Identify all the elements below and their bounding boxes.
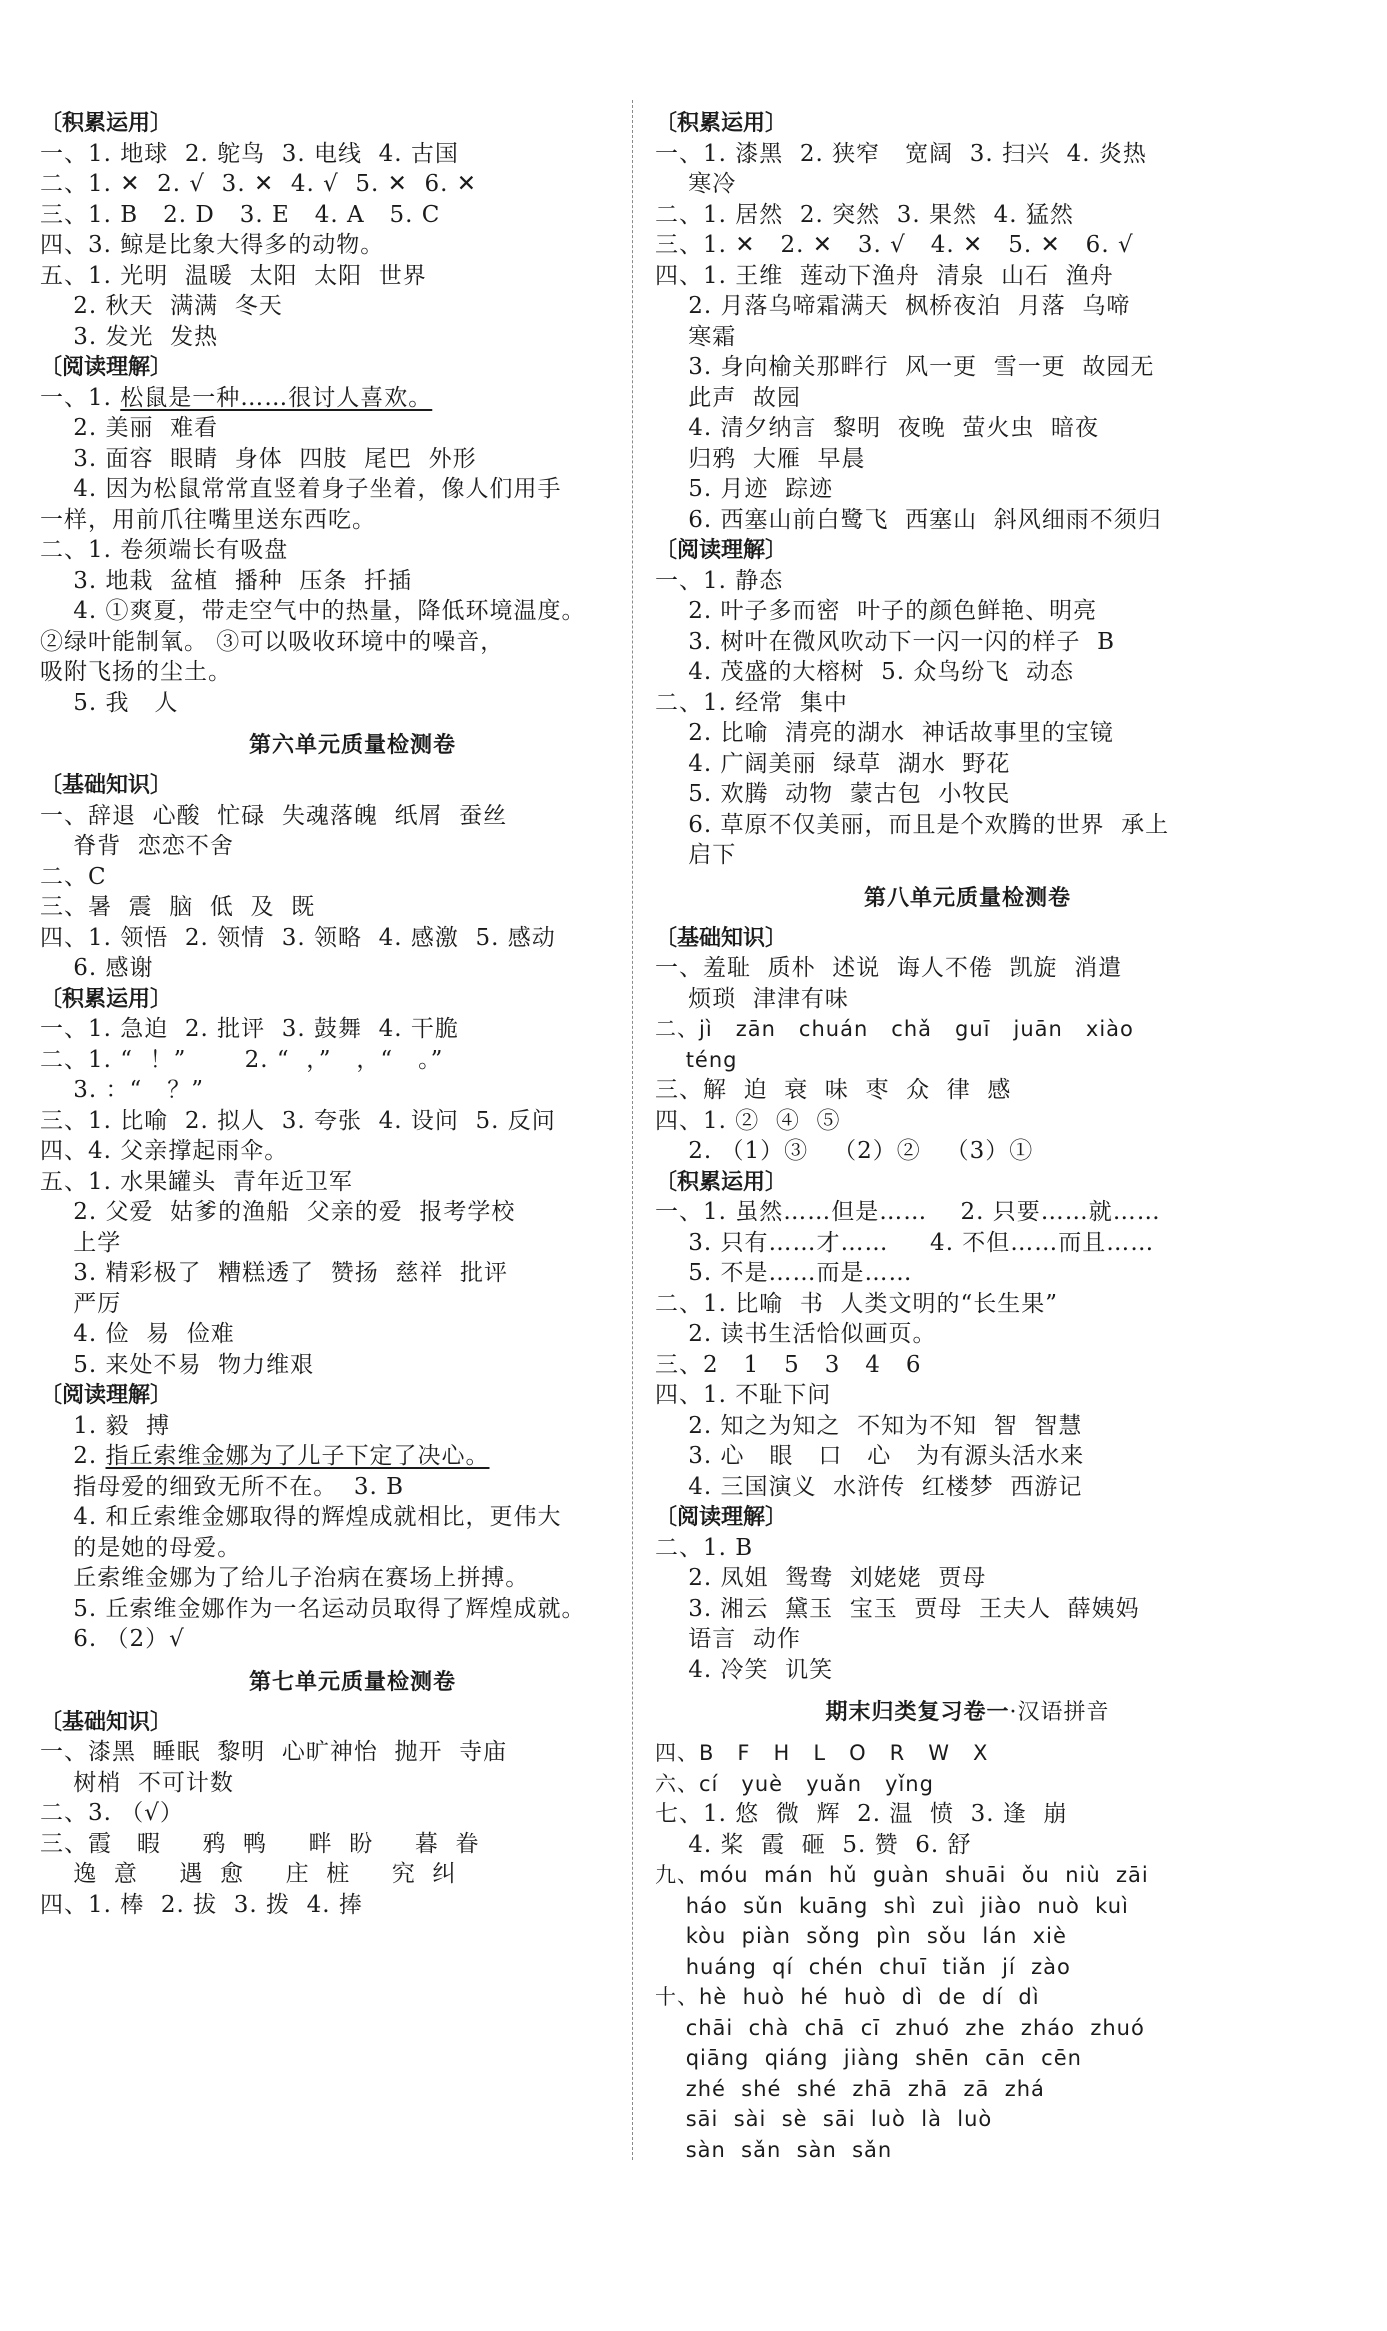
answer-text: 三、解 迫 衰 味 枣 众 律 感 [655,1077,1012,1103]
pinyin-answer-line [655,2135,1280,2166]
answer-text: 一、1. 急迫 2. 批评 3. 鼓舞 4. 干脆 [40,1016,459,1042]
answer-line [40,831,665,862]
answer-line [40,566,665,597]
answer-line [40,1859,665,1890]
answer-line [40,1502,665,1533]
answer-text: sāi sài sè sāi luò là luò [655,2107,993,2131]
answer-line [655,1228,1280,1259]
answer-line [655,1411,1280,1442]
section-heading [40,352,665,383]
section-heading [40,770,665,801]
answer-line [655,1594,1280,1625]
section-heading-text: 〔积累运用〕 [40,110,173,136]
right-column [655,108,1280,2165]
answer-line [40,801,665,832]
section-heading-text: 〔积累运用〕 [655,1168,788,1195]
answer-line [40,1411,665,1442]
section-heading [655,1502,1280,1533]
answer-text: 6. 感谢 [40,955,154,981]
answer-line [655,1624,1280,1655]
answer-line [40,596,665,627]
answer-line [655,200,1280,231]
answer-text: 四、1. 棒 2. 拔 3. 拨 4. 捧 [40,1891,363,1918]
answer-text: 二、1. “ ！” 2. “ ，” ，“ 。” [40,1046,444,1073]
answer-line [40,627,665,658]
answer-line [40,1472,665,1503]
answer-text: 4. ①爽夏，带走空气中的热量，降低环境温度。 [40,598,586,624]
answer-text: 二、1. ✕ 2. √ 3. ✕ 4. √ 5. ✕ 6. ✕ [40,171,478,197]
answer-text: 6. 草原不仅美丽，而且是个欢腾的世界 承上 [655,811,1170,838]
answer-text: 二、3. （√） [40,1800,184,1826]
answer-text: 2. 父爱 姑爹的渔船 父亲的爱 报考学校 [40,1199,516,1225]
answer-line [40,1624,665,1655]
answer-text: 3. 精彩极了 糟糕透了 赞扬 慈祥 批评 [40,1260,508,1286]
answer-text: 二、1. 卷须端长有吸盘 [40,537,289,563]
answer-text: 4. 桨 霞 砸 5. 赞 6. 舒 [655,1831,972,1858]
answer-text: 3. 面容 眼睛 身体 四肢 尾巴 外形 [40,445,477,472]
answer-text: 二、C [40,863,107,890]
answer-line [40,1075,665,1106]
answer-text: 一样，用前爪往嘴里送东西吃。 [40,506,376,533]
answer-line [40,413,665,444]
answer-text: 1. 毅 搏 [40,1412,171,1439]
answer-text: 2. 读书生活恰似画页。 [655,1321,937,1347]
answer-text: zhé shé shé zhā zhā zā zhá [655,2076,1045,2101]
answer-text: 5. 来处不易 物力维艰 [40,1351,315,1378]
answer-line [655,1106,1280,1137]
answer-text: 四、B F H L O R W X [655,1741,989,1765]
answer-line [655,1655,1280,1686]
answer-line [40,1350,665,1381]
answer-line [655,779,1280,810]
answer-text: 烦琐 津津有味 [655,985,849,1012]
answer-text: 树梢 不可计数 [40,1769,234,1796]
answer-text: 二、1. 居然 2. 突然 3. 果然 4. 猛然 [655,201,1074,228]
answer-line [655,383,1280,414]
answer-line [40,1289,665,1320]
left-column [40,108,665,1920]
answer-text: 4. 三国演义 水浒传 红楼梦 西游记 [655,1473,1083,1500]
answer-text: 九、móu mán hǔ guàn shuāi ǒu niù zāi [655,1863,1149,1887]
pinyin-answer-line [655,1769,1280,1800]
answer-text: 三、1. 比喻 2. 拟人 3. 夸张 4. 设问 5. 反问 [40,1107,556,1134]
answer-text: 2. 比喻 清亮的湖水 神话故事里的宝镜 [655,720,1114,746]
pinyin-answer-line [655,1982,1280,2013]
answer-text: 2. 月落乌啼霜满天 枫桥夜泊 月落 乌啼 [655,293,1131,319]
answer-line [40,139,665,170]
answer-line [40,1829,665,1860]
answer-text: 一、漆黑 睡眠 黎明 心旷神怡 抛开 寺庙 [40,1739,508,1765]
answer-text: 严厉 [40,1290,122,1317]
answer-line [655,1380,1280,1411]
answer-line [655,1472,1280,1503]
answer-line [40,291,665,322]
answer-text: 指母爱的细致无所不在。 3. B [40,1473,405,1500]
answer-line [40,169,665,200]
answer-line [40,322,665,353]
column-divider [632,100,633,2160]
answer-line [40,1563,665,1594]
answer-text: 归鸦 大雁 早晨 [655,445,866,472]
section-heading-text: 〔阅读理解〕 [40,1382,173,1408]
answer-text: 4. 茂盛的大榕树 5. 众鸟纷飞 动态 [655,659,1074,685]
answer-text: 4. 广阔美丽 绿草 湖水 野花 [655,750,1011,777]
section-heading-text: 〔基础知识〕 [40,772,173,798]
answer-text: 5. 月迹 踪迹 [655,476,834,502]
answer-text: 十、hè huò hé huò dì de dí dì [655,1985,1040,2009]
unit-title-text: 第七单元质量检测卷 [248,1668,456,1695]
section-heading [40,108,665,139]
answer-line [40,1167,665,1198]
pinyin-answer-line [655,2013,1280,2044]
answer-line [40,444,665,475]
answer-text: 四、1. 王维 莲动下渔舟 清泉 山石 渔舟 [655,262,1114,289]
answer-line [40,200,665,231]
answer-text: 寒霜 [655,323,737,350]
unit-title [40,718,665,770]
answer-text: 的是她的母爱。 [40,1534,242,1561]
answer-line [655,1830,1280,1861]
answer-text: 2. 知之为知之 不知为不知 智 智慧 [655,1412,1083,1439]
answer-text: qiāng qiáng jiàng shēn cān cēn [655,2046,1082,2070]
answer-line [40,1319,665,1350]
section-heading-text: 〔阅读理解〕 [655,537,788,563]
answer-line [655,953,1280,984]
pinyin-answer-line [655,1014,1280,1045]
section-heading-text: 〔基础知识〕 [40,1708,173,1735]
answer-line [40,1258,665,1289]
answer-text: 6. （2）√ [40,1626,185,1652]
answer-line [655,1197,1280,1228]
answer-line [40,1798,665,1829]
answer-line [655,352,1280,383]
answer-text: 4. 因为松鼠常常直竖着身子坐着，像人们用手 [40,476,562,502]
answer-line [655,1350,1280,1381]
answer-text: ②绿叶能制氧。 ③可以吸收环境中的噪音， [40,628,505,655]
answer-text: 丘索维金娜为了给儿子治病在赛场上拼搏。 [40,1565,530,1591]
answer-text: 六、cí yuè yuǎn yǐng [655,1771,934,1796]
section-heading [40,1380,665,1411]
section-heading [655,923,1280,954]
pinyin-answer-line [655,1860,1280,1891]
answer-text: 一、1. 漆黑 2. 狭窄 宽阔 3. 扫兴 4. 炎热 [655,140,1147,167]
unit-title [40,1655,665,1707]
answer-line [40,923,665,954]
answer-text: 二、jì zān chuán chǎ guī juān xiào [655,1017,1134,1041]
answer-line [40,1890,665,1921]
answer-line [40,862,665,893]
answer-line [40,1737,665,1768]
underlined-answer: 松鼠是一种……很讨人喜欢。 [120,384,433,411]
answer-line [40,230,665,261]
answer-line [40,1768,665,1799]
answer-line [40,383,665,414]
answer-line [655,505,1280,536]
answer-line [655,261,1280,292]
answer-text: 3. 身向榆关那畔行 风一更 雪一更 故园无 [655,354,1155,380]
pinyin-answer-line [655,2104,1280,2135]
section-heading-text: 〔积累运用〕 [40,985,173,1012]
answer-line [655,444,1280,475]
pinyin-answer-line [655,1891,1280,1922]
answer-text: 四、1. 领悟 2. 领情 3. 领略 4. 感激 5. 感动 [40,924,556,951]
answer-line [655,1563,1280,1594]
answer-line [40,1197,665,1228]
pinyin-answer-line [655,1952,1280,1983]
answer-text: 四、1. ② ④ ⑤ [655,1107,841,1134]
answer-text: 5. 我 人 [40,689,179,716]
answer-line [655,566,1280,597]
answer-text: 一、羞耻 质朴 述说 诲人不倦 凯旋 消遣 [655,955,1123,981]
unit-title-text: 第八单元质量检测卷 [863,884,1071,911]
answer-text: 四、4. 父亲撑起雨伞。 [40,1138,289,1164]
answer-text: 4. 和丘索维金娜取得的辉煌成就相比，更伟大 [40,1504,562,1530]
answer-text: 2. 秋天 满满 冬天 [40,293,283,319]
answer-text: 4. 俭 易 俭难 [40,1321,235,1347]
answer-line [655,596,1280,627]
answer-line [655,1289,1280,1320]
answer-text: sàn sǎn sàn sǎn [655,2137,893,2162]
answer-line [655,627,1280,658]
answer-text: 逸 意 遇 愈 庄 桩 究 纠 [40,1861,457,1887]
answer-text: 上学 [40,1229,122,1256]
answer-line [40,1014,665,1045]
section-heading [655,535,1280,566]
answer-text: 三、暑 震 脑 低 及 既 [40,894,316,920]
section-heading [655,108,1280,139]
answer-text: 五、1. 光明 温暖 太阳 太阳 世界 [40,262,427,289]
answer-line [655,749,1280,780]
answer-line [655,1075,1280,1106]
section-heading [40,984,665,1015]
answer-text: 五、1. 水果罐头 青年近卫军 [40,1168,353,1195]
answer-line [40,1136,665,1167]
answer-line [40,1594,665,1625]
answer-text: 3. 心 眼 口 心 为有源头活水来 [655,1443,1085,1469]
section-heading-text: 〔积累运用〕 [655,110,788,136]
answer-line [40,474,665,505]
section-heading-text: 〔基础知识〕 [655,924,788,951]
answer-text: 一、1. [40,384,121,411]
answer-line [655,657,1280,688]
answer-text: 6. 西塞山前白鹭飞 西塞山 斜风细雨不须归 [655,506,1162,533]
section-heading-text: 〔阅读理解〕 [655,1504,788,1530]
answer-line [40,1441,665,1472]
answer-text: 语言 动作 [655,1626,801,1652]
answer-text: 2. （1）③ （2）② （3）① [655,1138,1034,1164]
answer-text: chāi chà chā cī zhuó zhe zháo zhuó [655,2015,1145,2040]
answer-line [655,1136,1280,1167]
answer-line [40,1045,665,1076]
answer-text: 2. 叶子多而密 叶子的颜色鲜艳、明亮 [655,598,1098,624]
answer-text: 5. 丘索维金娜作为一名运动员取得了辉煌成就。 [40,1595,586,1622]
answer-text: 三、1. B 2. D 3. E 4. A 5. C [40,201,441,228]
answer-text: 2. [40,1443,106,1469]
answer-text: 一、1. 虽然……但是…… 2. 只要……就…… [655,1199,1161,1225]
answer-line [655,718,1280,749]
section-heading [40,1707,665,1738]
answer-line [655,1799,1280,1830]
answer-text: 三、1. ✕ 2. ✕ 3. √ 4. ✕ 5. ✕ 6. √ [655,232,1134,258]
answer-line [655,291,1280,322]
unit-subtitle: ·汉语拼音 [1009,1700,1110,1725]
answer-line [655,139,1280,170]
answer-line [40,261,665,292]
answer-text: 二、1. 经常 集中 [655,689,848,716]
answer-text: 四、1. 不耻下问 [655,1382,832,1408]
answer-line [655,1441,1280,1472]
answer-line [655,1533,1280,1564]
answer-line [655,688,1280,719]
pinyin-answer-line [655,1045,1280,1076]
underlined-answer: 指丘索维金娜为了儿子下定了决心。 [105,1443,490,1469]
pinyin-answer-line [655,1921,1280,1952]
pinyin-answer-line [655,2074,1280,2105]
unit-title-text: 第六单元质量检测卷 [248,732,456,758]
answer-text: 3. ：“ ？” [40,1077,204,1103]
answer-line [655,474,1280,505]
unit-title-text: 期末归类复习卷一 [825,1699,1010,1725]
answer-text: 此声 故园 [655,384,801,411]
answer-line [40,535,665,566]
answer-line [40,1106,665,1137]
answer-text: 4. 清夕纳言 黎明 夜晚 萤火虫 暗夜 [655,415,1099,441]
answer-line [40,505,665,536]
answer-line [40,688,665,719]
answer-line [40,953,665,984]
answer-text: 3. 只有……才…… 4. 不但……而且…… [655,1229,1155,1256]
answer-line [655,322,1280,353]
answer-text: 启下 [655,842,737,868]
answer-text: 3. 树叶在微风吹动下一闪一闪的样子 B [655,628,1116,655]
answer-line [40,657,665,688]
answer-text: 3. 发光 发热 [40,323,219,350]
answer-text: 二、1. 比喻 书 人类文明的“长生果” [655,1290,1059,1317]
answer-line [655,810,1280,841]
answer-text: 3. 地栽 盆植 播种 压条 扦插 [40,567,412,594]
answer-line [655,169,1280,200]
answer-text: huáng qí chén chuī tiǎn jí zào [655,1954,1071,1979]
answer-line [40,1228,665,1259]
answer-text: 三、2 1 5 3 4 6 [655,1351,922,1378]
unit-title [655,871,1280,923]
answer-line [655,984,1280,1015]
answer-text: 5. 欢腾 动物 蒙古包 小牧民 [655,781,1011,807]
answer-text: 寒冷 [655,171,737,197]
answer-text: 4. 冷笑 讥笑 [655,1656,834,1683]
answer-text: 三、霞 暇 鸦 鸭 畔 盼 暮 眷 [40,1830,480,1857]
section-heading [655,1167,1280,1198]
answer-text: 一、辞退 心酸 忙碌 失魂落魄 纸屑 蚕丝 [40,802,508,829]
answer-text: 一、1. 地球 2. 鸵鸟 3. 电线 4. 古国 [40,140,459,167]
answer-text: 脊背 恋恋不舍 [40,833,234,859]
pinyin-answer-line [655,1738,1280,1769]
answer-text: téng [655,1047,738,1072]
answer-text: 3. 湘云 黛玉 宝玉 贾母 王夫人 薛姨妈 [655,1595,1140,1622]
answer-text: 2. 凤姐 鸳鸯 刘姥姥 贾母 [655,1565,987,1591]
answer-line [655,1258,1280,1289]
unit-title [655,1685,1280,1738]
answer-text: 二、1. B [655,1534,754,1561]
answer-text: 四、3. 鲸是比象大得多的动物。 [40,232,385,258]
answer-text: kòu piàn sǒng pìn sǒu lán xiè [655,1924,1067,1948]
answer-text: 七、1. 悠 微 辉 2. 温 愤 3. 逢 崩 [655,1801,1068,1827]
answer-text: 5. 不是……而是…… [655,1260,913,1286]
answer-text: háo sǔn kuāng shì zuì jiào nuò kuì [655,1893,1129,1918]
answer-line [40,892,665,923]
answer-line [655,840,1280,871]
answer-line [655,413,1280,444]
pinyin-answer-line [655,2043,1280,2074]
answer-line [40,1533,665,1564]
answer-line [655,230,1280,261]
answer-line [655,1319,1280,1350]
answer-text: 2. 美丽 难看 [40,415,219,441]
answer-text: 吸附飞扬的尘土。 [40,659,232,685]
section-heading-text: 〔阅读理解〕 [40,354,173,380]
answer-text: 一、1. 静态 [655,567,784,594]
